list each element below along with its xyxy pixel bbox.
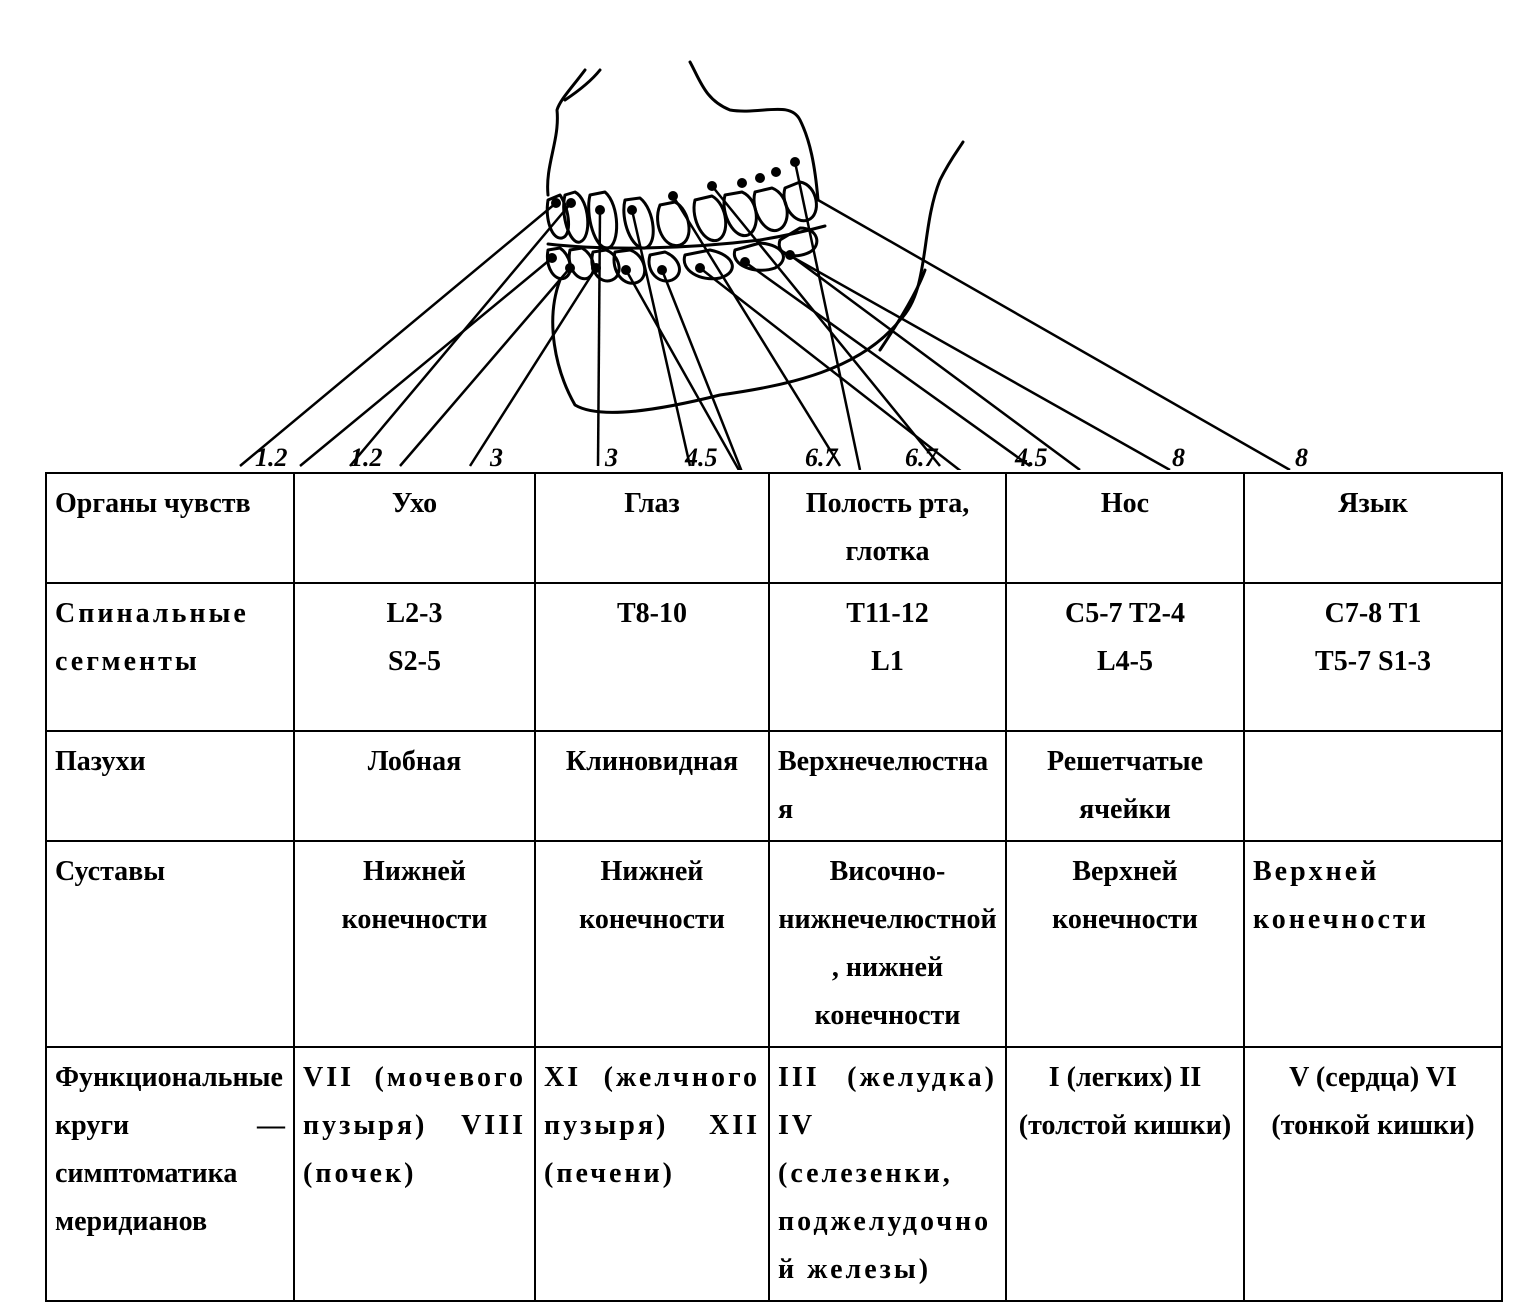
- table-cell: L2-3 S2-5: [294, 583, 535, 731]
- table-cell: Нижней конечности: [535, 841, 769, 1047]
- table-cell: Верхнечелюстная: [769, 731, 1006, 841]
- line-label: 1.2: [350, 443, 383, 470]
- row-header-organs: Органы чувств: [46, 473, 294, 583]
- row-header-segments: Спинальные сегменты: [46, 583, 294, 731]
- table-cell: C5-7 T2-4 L4-5: [1006, 583, 1244, 731]
- table-cell: Верхней конечности: [1244, 841, 1502, 1047]
- line-label: 6.7: [905, 443, 938, 470]
- table-cell: III (желудка) IV (селезенки, поджелудочной железы): [769, 1047, 1006, 1301]
- row-header-joints: Суставы: [46, 841, 294, 1047]
- table-cell: [1244, 731, 1502, 841]
- table-cell: Лобная: [294, 731, 535, 841]
- table-cell: T11-12 L1: [769, 583, 1006, 731]
- column-header-mouth: Полость рта, глотка: [769, 473, 1006, 583]
- table-cell: V (сердца) VI (тонкой кишки): [1244, 1047, 1502, 1301]
- row-header-sinuses: Пазухи: [46, 731, 294, 841]
- table-row: [46, 731, 1502, 841]
- table-row: [46, 473, 1502, 583]
- table-cell: Клиновидная: [535, 731, 769, 841]
- table-cell: C7-8 T1 T5-7 S1-3: [1244, 583, 1502, 731]
- line-label: 1.2: [255, 443, 288, 470]
- table-cell: Височно-нижнечелюстной, нижней конечности: [769, 841, 1006, 1047]
- table-cell: XI (желчного пузыря) XII (печени): [535, 1047, 769, 1301]
- line-label: 6.7: [805, 443, 838, 470]
- table-cell: Решетчатые ячейки: [1006, 731, 1244, 841]
- column-header-nose: Нос: [1006, 473, 1244, 583]
- line-label: 4.5: [1015, 443, 1048, 470]
- line-label: 4.5: [685, 443, 718, 470]
- table-cell: Верхней конечности: [1006, 841, 1244, 1047]
- table-row: [46, 1047, 1502, 1301]
- table-cell: VII (мочевого пузыря) VIII (почек): [294, 1047, 535, 1301]
- table-row: [46, 841, 1502, 1047]
- correspondence-table: [45, 472, 1503, 1302]
- table-cell: Нижней конечности: [294, 841, 535, 1047]
- table-row: [46, 583, 1502, 731]
- line-label: 8: [1172, 443, 1185, 470]
- teeth-diagram: [0, 0, 1525, 470]
- column-header-ear: Ухо: [294, 473, 535, 583]
- line-label: 3: [605, 443, 618, 470]
- table-cell: T8-10: [535, 583, 769, 731]
- column-header-tongue: Язык: [1244, 473, 1502, 583]
- row-header-meridians: Функциональные круги — симптоматика меридианов: [46, 1047, 294, 1301]
- radiating-lines: [240, 162, 1290, 470]
- table-cell: I (легких) II (толстой кишки): [1006, 1047, 1244, 1301]
- line-label: 8: [1295, 443, 1308, 470]
- line-label: 3: [490, 443, 503, 470]
- column-header-eye: Глаз: [535, 473, 769, 583]
